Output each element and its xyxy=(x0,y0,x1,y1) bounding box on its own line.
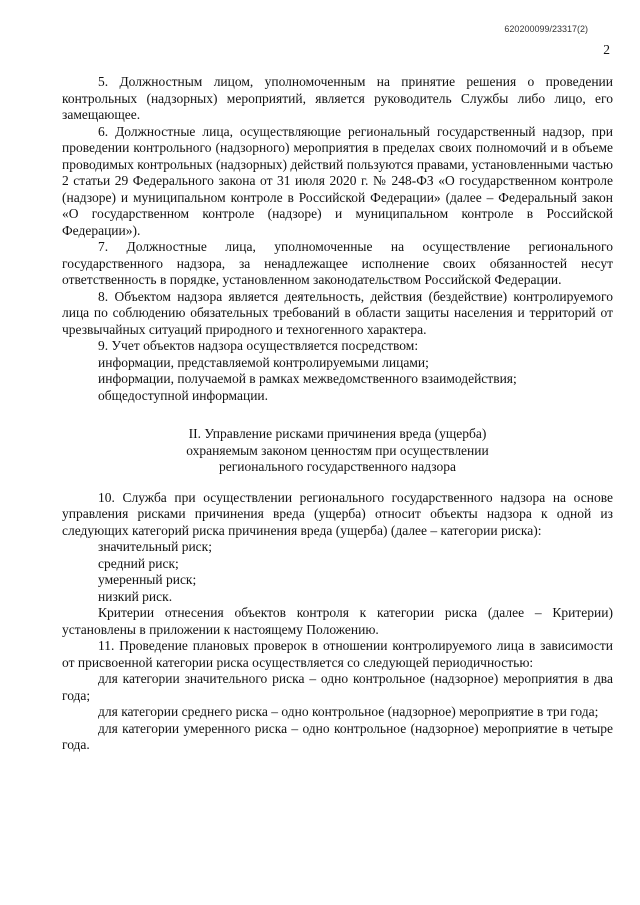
paragraph-6: 6. Должностные лица, осуществляющие региональный государственный надзор, при проведении контрольного (надзорного) мероприятия в пределах своих полномочий и в объеме проводимых контрольных (надзорных) действий пользуются правами, установленными частью 2 статьи 29 Федерального закона от 31 июля 2020 г. № 248-ФЗ «О государственном контроле (надзоре) и муниципальном контроле в Российской Федерации» (далее – Федеральный закон «О государственном контроле (надзоре) и муниципальном контроле в Российской Федерации»). xyxy=(62,123,613,238)
section-heading xyxy=(62,426,613,476)
paragraph-11: 11. Проведение плановых проверок в отношении контролируемого лица в зависимости от присвоенной категории риска осуществляется со следующей периодичностью: xyxy=(62,638,613,670)
paragraph-7: 7. Должностные лица, уполномоченные на осуществление регионального государственного надзора, за ненадлежащее исполнение своих обязанностей несут ответственность в порядке, установленном законодательством Российской Федерации. xyxy=(62,239,613,287)
list-item: значительный риск; xyxy=(98,539,212,554)
list-item: низкий риск. xyxy=(98,588,173,604)
document-id: 620200099/23317(2) xyxy=(504,24,588,34)
page-number: 2 xyxy=(603,42,610,57)
document-body xyxy=(62,74,613,754)
section-heading-line: регионального государственного надзора xyxy=(218,459,457,474)
paragraph-criteria: Критерии отнесения объектов контроля к категории риска (далее – Критерии) установлены в приложении к настоящему Положению. xyxy=(62,605,613,637)
list-item: общедоступной информации. xyxy=(98,387,269,403)
list-item: информации, представляемой контролируемыми лицами; xyxy=(98,354,429,370)
paragraph-9: 9. Учет объектов надзора осуществляется посредством: xyxy=(98,338,419,353)
list-item: для категории значительного риска – одно контрольное (надзорное) мероприятия в два года; xyxy=(62,671,613,703)
list-item: для категории среднего риска – одно контрольное (надзорное) мероприятие в три года; xyxy=(98,704,599,719)
list-item: информации, получаемой в рамках межведомственного взаимодействия; xyxy=(98,371,517,386)
list-item: для категории умеренного риска – одно контрольное (надзорное) мероприятие в четыре года. xyxy=(62,720,613,752)
paragraph-5: 5. Должностным лицом, уполномоченным на принятие решения о проведении контрольных (надзорных) мероприятий, является руководитель Службы либо лицо, его замещающее. xyxy=(62,74,613,122)
section-heading-line: II. Управление рисками причинения вреда (ущерба) xyxy=(188,426,487,441)
section-heading-line: охраняемым законом ценностям при осуществлении xyxy=(186,442,489,458)
paragraph-8: 8. Объектом надзора является деятельность, действия (бездействие) контролируемого лица по соблюдению обязательных требований в области защиты населения и территорий от чрезвычайных ситуаций природного и техногенного характера. xyxy=(62,288,613,337)
list-item: умеренный риск; xyxy=(98,572,197,587)
paragraph-10: 10. Служба при осуществлении регионального государственного надзора на основе управления рисками причинения вреда (ущерба) относит объекты надзора к одной из следующих категорий риска причинения вреда (ущерба) (далее – категории риска): xyxy=(62,489,613,538)
list-item: средний риск; xyxy=(98,555,179,571)
